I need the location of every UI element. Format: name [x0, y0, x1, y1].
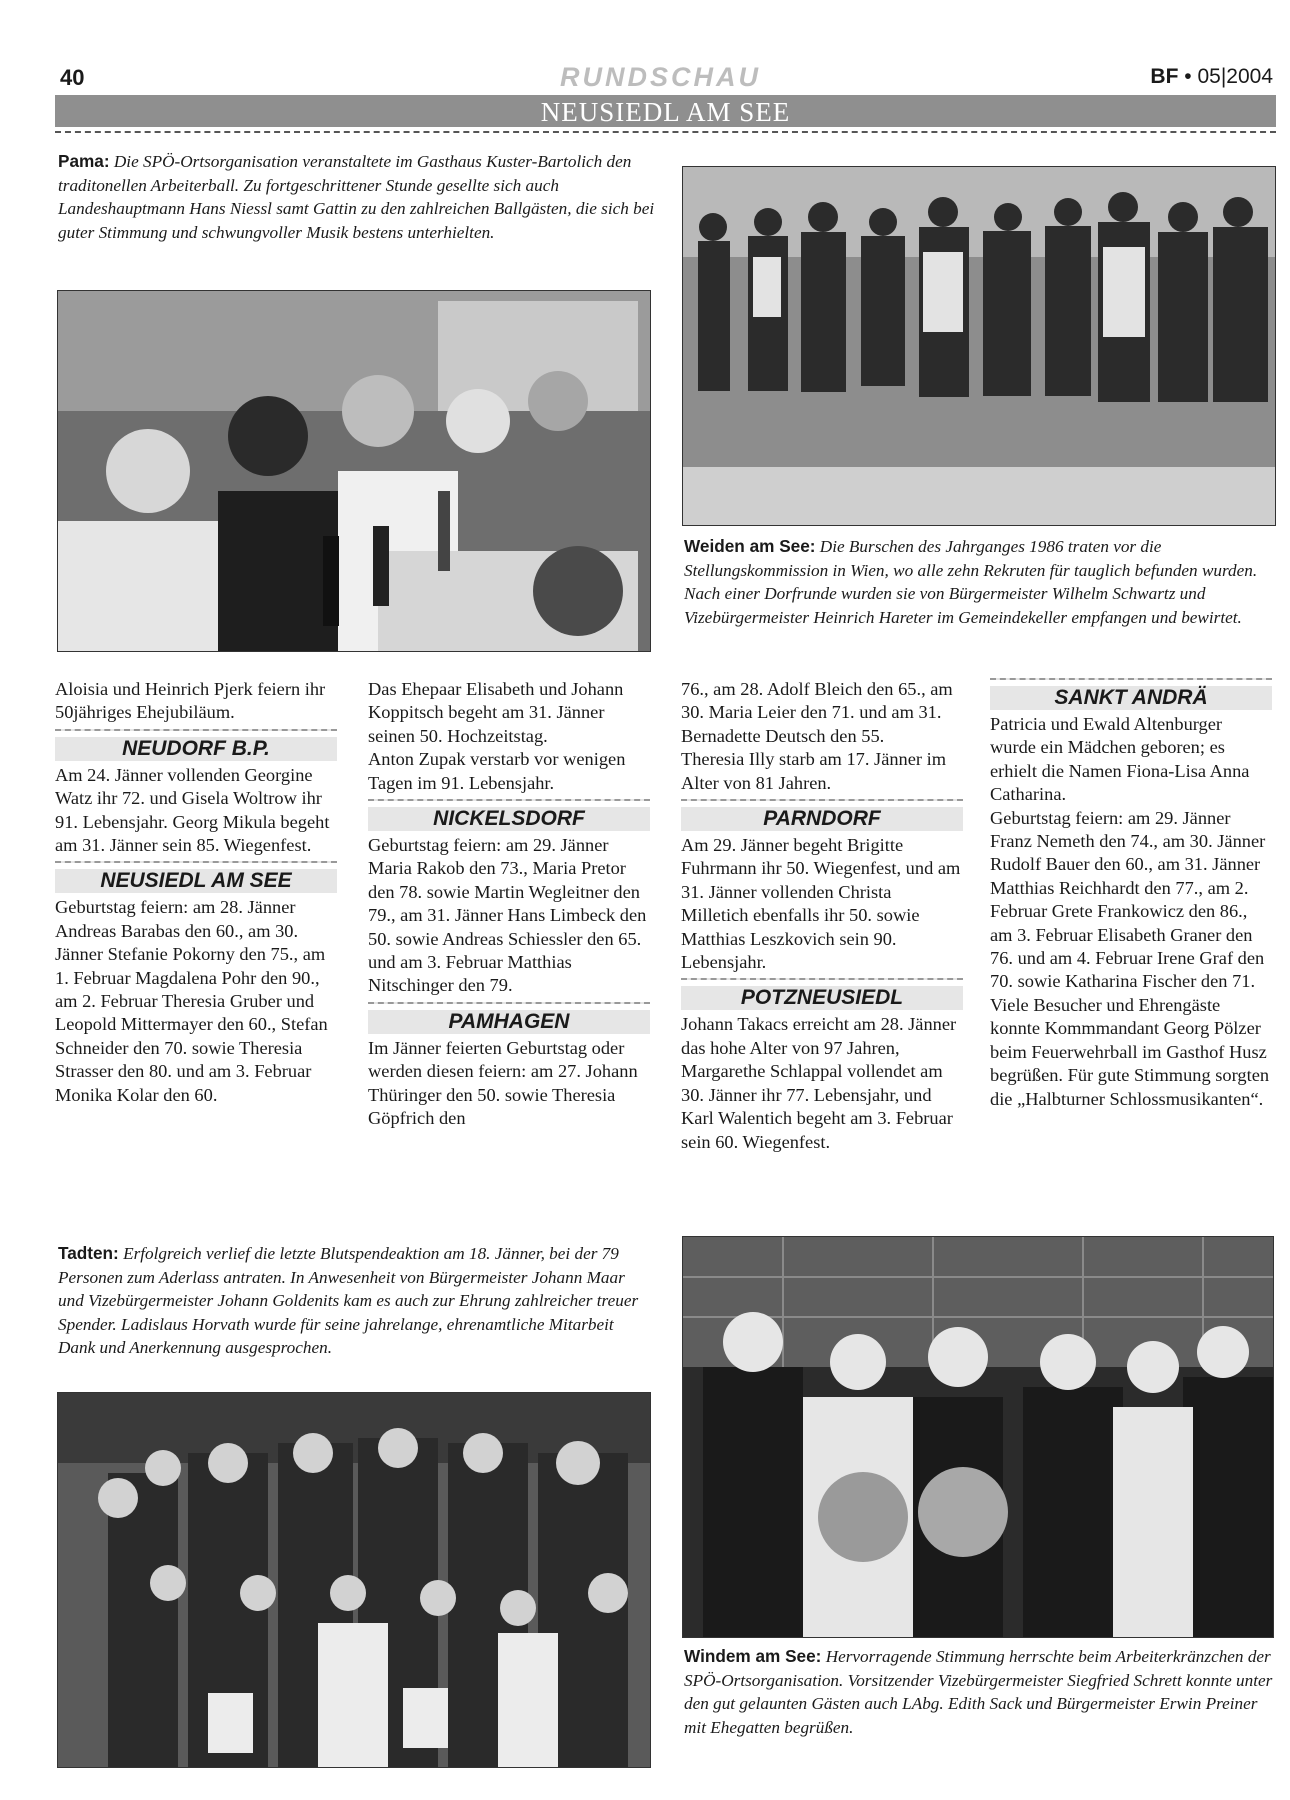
caption-weiden: [684, 535, 1276, 629]
col1-intro: Aloisia und Heinrich Pjerk feiern ihr 50jähriges Ehejubiläum.: [55, 679, 326, 723]
col4-text-2: Geburtstag feiern: am 29. Jänner Franz Nemeth den 74., am 30. Jänner Rudolf Bauer den 60., am 31. Jänner Matthias Reichhardt den 77., am 2. Februar Grete Frankowicz den 86., am 3. Februar Elisabeth Graner den 76. und am 4. Februar Irene Graf den 70. sowie Katharina Fischer den 71.: [990, 807, 1266, 992]
caption-windem: [684, 1645, 1274, 1739]
photo-windem-kraenzchen: [682, 1236, 1274, 1638]
col2-intro: Das Ehepaar Elisabeth und Johann Koppitsch begeht am 31. Jänner seinen 50. Hochzeitstag.: [368, 679, 624, 746]
issue-number: 05|2004: [1197, 65, 1273, 88]
col4-text-3: Viele Besucher und Ehrengäste konnte Kommmandant Georg Pölzer beim Feuerwehrball im Gasthof Husz begrüßen. Für gute Stimmung sorgten die „Halbturner Schlossmusikanten“.: [990, 994, 1270, 1109]
column-1: [55, 678, 337, 1107]
col3-intro: 76., am 28. Adolf Bleich den 65., am 30. Maria Leier den 71. und am 31. Bernadette Deutsch den 55.: [681, 679, 953, 746]
photo-pama-ball: [57, 290, 651, 652]
issue-info: [1150, 65, 1273, 89]
caption-pama: [58, 150, 658, 244]
caption-text: Die Burschen des Jahrganges 1986 traten vor die Stellungskommission in Wien, wo alle zehn Rekruten für tauglich befunden wurden. Nach einer Dorfrunde wurden sie von Bürgermeister Wilhelm Schwartz und Vizebürgermeister Heinrich Hareter im Gemeindekeller empfangen und bewirtet.: [684, 537, 1258, 627]
column-3: [681, 678, 963, 1154]
column-2: [368, 678, 650, 1131]
col4-text-1: Patricia und Ewald Altenburger wurde ein Mädchen geboren; es erhielt die Namen Fiona-Lisa Anna Catharina.: [990, 714, 1250, 805]
col2-nickelsdorf-text: Geburtstag feiern: am 29. Jänner Maria Rakob den 73., Maria Pretor den 78. sowie Martin Wegleitner den 79., am 31. Jänner Hans Limbeck den 50. sowie Andreas Schiessler den 65. und am 3. Februar Matthias Nitschinger den 79.: [368, 835, 647, 996]
section-heading-nickelsdorf: NICKELSDORF: [368, 799, 650, 831]
caption-lead: Pama:: [58, 151, 110, 171]
photo-weiden-recruits: [682, 166, 1276, 526]
section-heading-parndorf: PARNDORF: [681, 799, 963, 831]
section-heading-pamhagen: PAMHAGEN: [368, 1002, 650, 1034]
caption-text: Erfolgreich verlief die letzte Blutspendeaktion am 18. Jänner, bei der 79 Personen zum Aderlass antraten. In Anwesenheit von Bürgermeister Johann Maar und Vizebürgermeister Johann Goldenits kam es auch zur Ehrung zahlreicher treuer Spender. Ladislaus Horvath wurde für seine jahrelange, ehrenamtliche Mitarbeit Dank und Anerkennung ausgesprochen.: [58, 1244, 639, 1357]
section-heading-neudorf: NEUDORF B.P.: [55, 729, 337, 761]
col3-intro2: Theresia Illy starb am 17. Jänner im Alter von 81 Jahren.: [681, 749, 947, 793]
header-divider: [55, 131, 1276, 133]
col1-neusiedl-text: Geburtstag feiern: am 28. Jänner Andreas Barabas den 60., am 30. Jänner Stefanie Pokorny den 75., am 1. Februar Magdalena Pohr den 90., am 2. Februar Theresia Gruber und Leopold Mittermayer den 60., Stefan Schneider den 70. sowie Theresia Strasser den 80. und am 3. Februar Monika Kolar den 60.: [55, 897, 328, 1105]
masthead: RUNDSCHAU: [560, 62, 761, 92]
col3-parndorf-text: Am 29. Jänner begeht Brigitte Fuhrmann ihr 50. Wiegenfest, und am 31. Jänner vollenden Christa Milletich ebenfalls ihr 50. sowie Matthias Leszkovich sein 90. Lebensjahr.: [681, 835, 961, 973]
caption-lead: Tadten:: [58, 1243, 119, 1263]
region-banner: NEUSIEDL AM SEE: [55, 95, 1276, 127]
col3-potzneusiedl-text: Johann Takacs erreicht am 28. Jänner das hohe Alter von 97 Jahren, Margarethe Schlappal vollendet am 30. Jänner ihr 77. Lebensjahr, und Karl Walentich begeht am 3. Februar sein 60. Wiegenfest.: [681, 1014, 957, 1152]
column-4: [990, 678, 1272, 1111]
section-heading-potzneusiedl: POTZNEUSIEDL: [681, 978, 963, 1010]
photo-tadten-donors: [57, 1392, 651, 1768]
publication-name: BF: [1150, 65, 1179, 88]
caption-tadten: [58, 1242, 646, 1360]
caption-text: Die SPÖ-Ortsorganisation veranstaltete im Gasthaus Kuster-Bartolich den traditonellen Arbeiterball. Zu fortgeschrittener Stunde gesellte sich auch Landeshauptmann Hans Niessl samt Gattin zu den zahlreichen Ballgästen, die sich bei guter Stimmung und schwungvoller Musik bestens unterhielten.: [58, 152, 655, 242]
issue-separator: •: [1184, 65, 1192, 88]
col2-pamhagen-text: Im Jänner feierten Geburtstag oder werden diesen feiern: am 27. Johann Thüringer den 50. sowie Theresia Göpfrich den: [368, 1037, 638, 1129]
col1-neudorf-text: Am 24. Jänner vollenden Georgine Watz ihr 72. und Gisela Woltrow ihr 91. Lebensjahr. Georg Mikula begeht am 31. Jänner sein 85. Wiegenfest.: [55, 764, 330, 856]
section-heading-neusiedl: NEUSIEDL AM SEE: [55, 861, 337, 893]
col2-intro2: Anton Zupak verstarb vor wenigen Tagen im 91. Lebensjahr.: [368, 749, 626, 793]
caption-lead: Windem am See:: [684, 1646, 822, 1666]
caption-lead: Weiden am See:: [684, 536, 816, 556]
section-heading-sankt-andrae: SANKT ANDRÄ: [990, 678, 1272, 710]
page-number: 40: [60, 65, 85, 90]
caption-text: Hervorragende Stimmung herrschte beim Arbeiterkränzchen der SPÖ-Ortsorganisation. Vorsitzender Vizebürgermeister Siegfried Schrett konnte unter den gut gelaunten Gästen auch LAbg. Edith Sack und Bürgermeister Erwin Preiner mit Ehegatten begrüßen.: [684, 1647, 1273, 1737]
